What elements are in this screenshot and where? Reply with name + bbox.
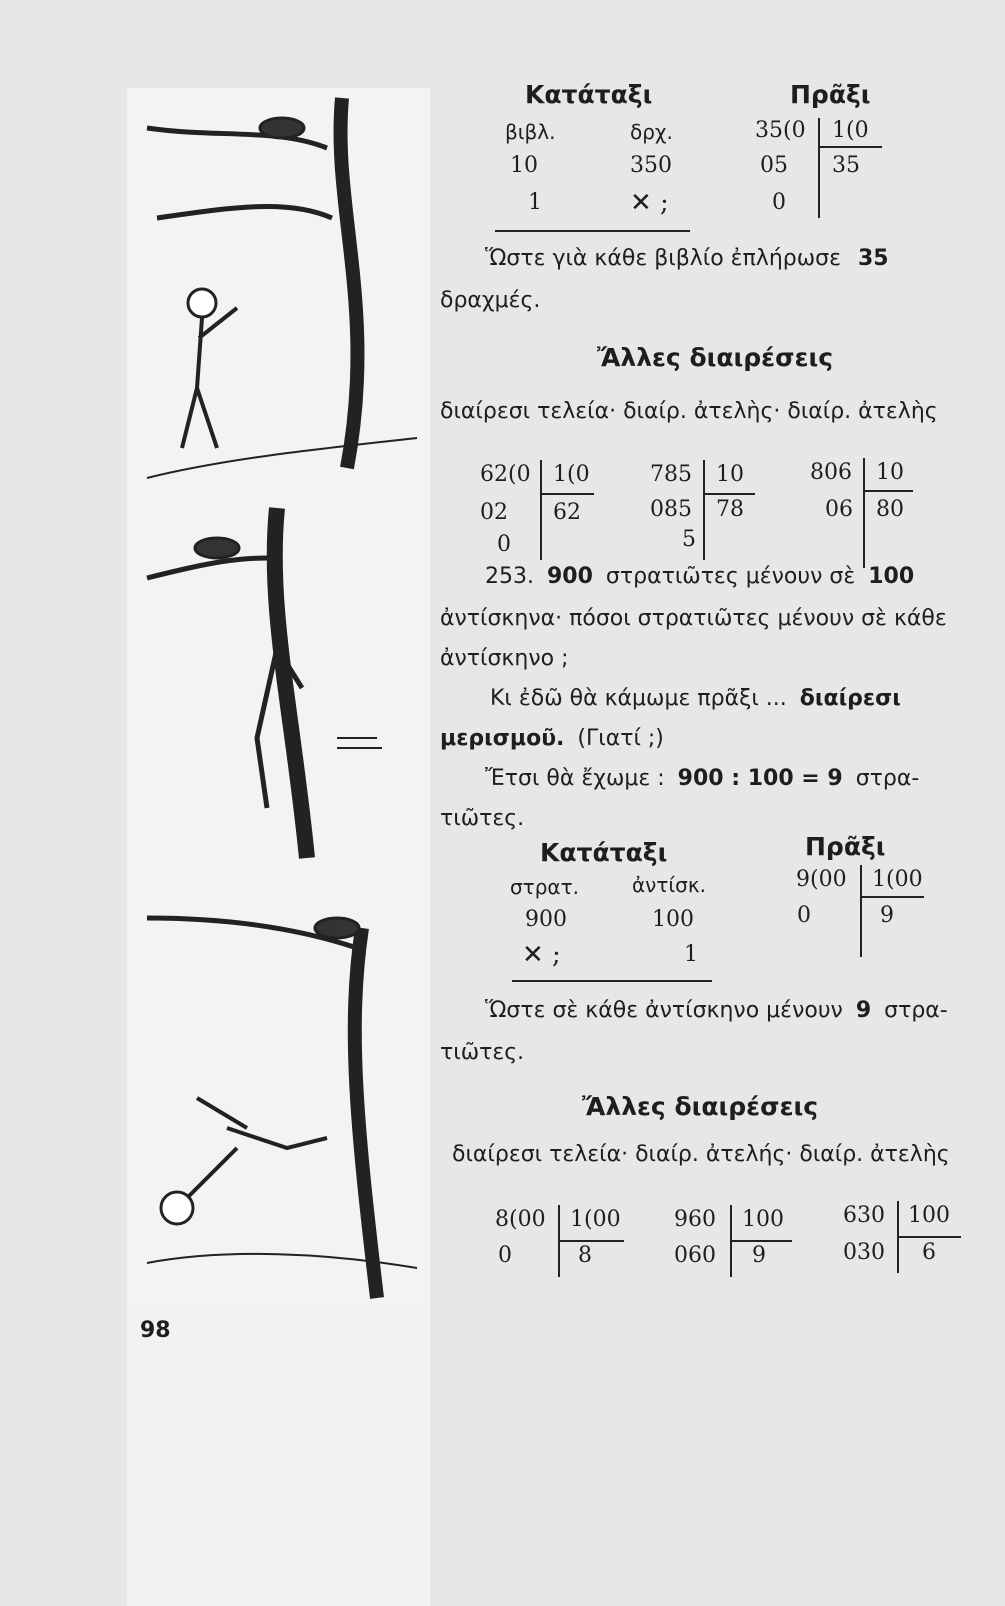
col2-row1-1: 350: [630, 153, 672, 178]
p253-bold1: 900: [546, 564, 593, 589]
result-line1b-2: στρα-: [884, 998, 948, 1023]
col1-row1-2: 900: [525, 907, 567, 932]
od2-d1-rem: 0: [498, 1243, 512, 1268]
result-text-2: [485, 992, 948, 1030]
od1-d1-hline: [542, 493, 594, 495]
p253-text3: ἀντίσκηνο ;: [440, 646, 569, 671]
od1-d3-dividend: 806: [810, 460, 852, 485]
result-line2-1: δραχμές.: [440, 288, 541, 313]
p253-text8: τιῶτες.: [440, 806, 525, 831]
result-bold-2: 9: [855, 998, 872, 1023]
od1-d3-hline: [865, 490, 913, 492]
col1-row2-1: 1: [528, 190, 542, 215]
od2-d1-hline: [560, 1240, 624, 1242]
div2-hline: [862, 896, 924, 898]
div2-vline: [860, 865, 862, 957]
od2-d2-rem: 060: [674, 1243, 716, 1268]
boy-tree-illustration: [127, 88, 430, 1308]
div1-vline: [818, 118, 820, 218]
page-number: 98: [140, 1318, 171, 1343]
od2-d3-rem: 030: [843, 1240, 885, 1265]
div2-dividend: 9(00: [796, 867, 847, 892]
col2-row1-2: 100: [652, 907, 694, 932]
div2-divisor: 1(00: [872, 867, 923, 892]
col1-row2-2: ✕ ;: [522, 940, 561, 970]
p253-bold5: 900 : 100 = 9: [677, 766, 843, 791]
p253-text2: ἀντίσκηνα· πόσοι στρατιῶτες μένουν σὲ κάθε: [440, 606, 947, 631]
od2-d1-quotient: 8: [578, 1243, 592, 1268]
od1-d2-dividend: 785: [650, 462, 692, 487]
od2-d2-dividend: 960: [674, 1207, 716, 1232]
od1-d2-rem2: 5: [682, 527, 696, 552]
od1-d2-hline: [705, 493, 755, 495]
od1-d2-vline: [703, 460, 705, 560]
div2-rem: 0: [797, 903, 811, 928]
problem-number: 253.: [485, 564, 534, 589]
div1-divisor: 1(0: [832, 118, 869, 143]
katataxi-underline-2: [512, 980, 712, 982]
p253-text5: (Γιατί ;): [577, 726, 664, 751]
col2-header-2: ἀντίσκ.: [632, 873, 706, 897]
p253-text4: Κι ἐδῶ θὰ κάμωμε πρᾶξι ...: [490, 686, 787, 711]
division-types-labels-1: διαίρεσι τελεία· διαίρ. ἀτελὴς· διαίρ. ἀτελὴς: [440, 399, 938, 424]
division-types-labels-2: διαίρεσι τελεία· διαίρ. ἀτελής· διαίρ. ἀτελὴς: [452, 1142, 950, 1167]
col1-header-1: βιβλ.: [505, 120, 556, 144]
katataxi-underline-1: [495, 230, 690, 232]
od1-d1-rem2: 0: [497, 532, 511, 557]
od1-d3-rem1: 06: [825, 497, 853, 522]
p253-bold2: 100: [868, 564, 915, 589]
od2-d2-quotient: 9: [752, 1243, 766, 1268]
p253-bold4: μερισμοῦ.: [440, 726, 565, 751]
p253-text7: στρα-: [855, 766, 920, 791]
od2-d2-hline: [732, 1240, 792, 1242]
div1-rem1: 05: [760, 153, 788, 178]
col1-row1-1: 10: [510, 153, 538, 178]
p253-line4: [490, 680, 901, 718]
p253-bold3: διαίρεσι: [799, 686, 901, 711]
od1-d2-divisor: 10: [716, 462, 744, 487]
result-bold-1: 35: [858, 246, 889, 271]
p253-text6: Ἔτσι θὰ ἔχωμε :: [485, 766, 665, 791]
od2-d2-divisor: 100: [742, 1207, 784, 1232]
praxi-title-1: Πρᾶξι: [790, 80, 871, 109]
col2-row2-1: ✕ ;: [630, 188, 669, 218]
od1-d2-quotient: 78: [716, 497, 744, 522]
div2-quotient: 9: [880, 903, 894, 928]
result-line1: Ὥστε γιὰ κάθε βιβλίο ἐπλήρωσε: [485, 246, 841, 271]
katataxi-title-1: Κατάταξι: [525, 80, 653, 109]
od2-d3-divisor: 100: [908, 1203, 950, 1228]
p253-line6: [485, 760, 919, 798]
od1-d1-divisor: 1(0: [553, 462, 590, 487]
result-text-1: [485, 240, 889, 278]
result-line1-2: Ὥστε σὲ κάθε ἀντίσκηνο μένουν: [485, 998, 843, 1023]
col2-header-1: δρχ.: [630, 120, 673, 144]
od1-d3-divisor: 10: [876, 460, 904, 485]
od2-d3-quotient: 6: [922, 1240, 936, 1265]
od2-d1-dividend: 8(00: [495, 1207, 546, 1232]
od1-d2-rem1: 085: [650, 497, 692, 522]
div1-dividend: 35(0: [755, 118, 806, 143]
other-divisions-title-2: Ἄλλες διαιρέσεις: [582, 1092, 819, 1121]
od2-d3-hline: [899, 1236, 961, 1238]
result-line2-2: τιῶτες.: [440, 1040, 525, 1065]
div1-rem2: 0: [772, 190, 786, 215]
od1-d3-vline: [863, 458, 865, 568]
div1-hline: [820, 146, 882, 148]
p253-text1: στρατιῶτες μένουν σὲ: [605, 564, 856, 589]
od1-d1-quotient: 62: [553, 500, 581, 525]
od1-d1-dividend: 62(0: [480, 462, 531, 487]
katataxi-title-2: Κατάταξι: [540, 838, 668, 867]
od1-d1-rem1: 02: [480, 500, 508, 525]
od2-d3-dividend: 630: [843, 1203, 885, 1228]
od1-d1-vline: [540, 460, 542, 560]
problem-253-line1: [485, 558, 914, 596]
col2-row2-2: 1: [684, 942, 698, 967]
div1-quotient: 35: [832, 153, 860, 178]
od1-d3-quotient: 80: [876, 497, 904, 522]
p253-line5: [440, 720, 664, 758]
other-divisions-title-1: Ἄλλες διαιρέσεις: [597, 343, 834, 372]
od2-d1-divisor: 1(00: [570, 1207, 621, 1232]
col1-header-2: στρατ.: [510, 875, 579, 899]
praxi-title-2: Πρᾶξι: [805, 832, 886, 861]
